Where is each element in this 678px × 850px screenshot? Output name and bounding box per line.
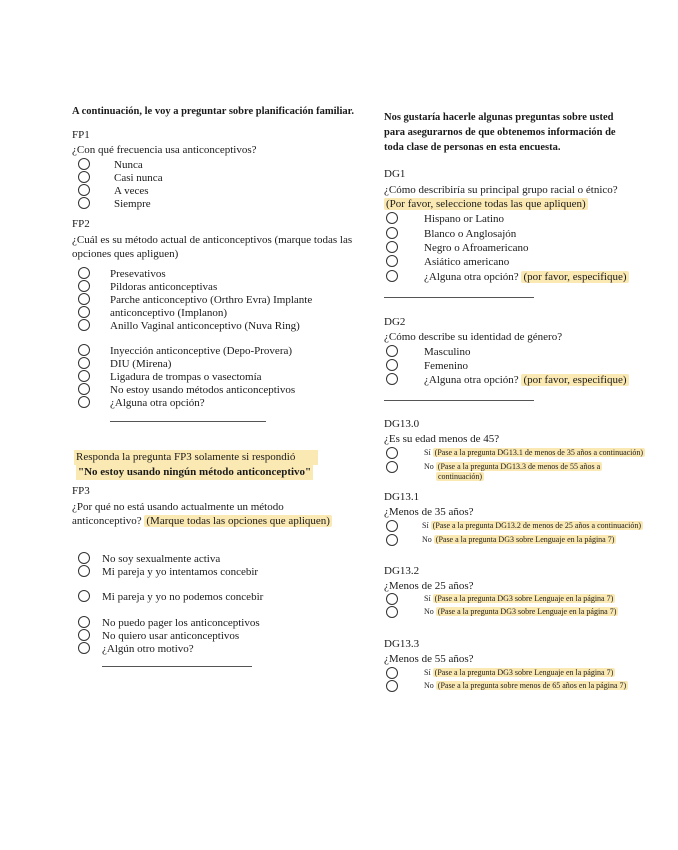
family-planning-intro: A continuación, le voy a preguntar sobre planificación familiar. xyxy=(72,106,354,117)
demographics-intro-line2: para asegurarnos de que obtenemos información de xyxy=(384,127,616,138)
checkbox-circle[interactable] xyxy=(78,267,90,279)
fp3-option[interactable]: No soy sexualmente activa xyxy=(78,553,220,566)
radio-button[interactable] xyxy=(386,373,398,385)
radio-button[interactable] xyxy=(386,461,398,473)
checkbox-circle[interactable] xyxy=(78,396,90,408)
checkbox-circle[interactable] xyxy=(78,616,90,628)
fp1-question: ¿Con qué frecuencia usa anticonceptivos? xyxy=(72,144,257,156)
dg131-yes-option[interactable]: Sí (Pase a la pregunta DG13.2 de menos de 25 años a continuación) xyxy=(386,521,643,534)
demographics-intro-line3: toda clase de personas en esta encuesta. xyxy=(384,142,561,153)
demographics-intro-line1: Nos gustaría hacerle algunas preguntas sobre usted xyxy=(384,112,614,123)
fp2-question-line1: ¿Cuál es su método actual de anticonceptivos (marque todas las xyxy=(72,234,353,246)
dg131-id: DG13.1 xyxy=(384,491,420,503)
checkbox-circle[interactable] xyxy=(386,241,398,253)
fp2-option[interactable]: No estoy usando métodos anticonceptivos xyxy=(78,384,295,397)
radio-button[interactable] xyxy=(386,345,398,357)
fp3-instruction-line2: "No estoy usando ningún método anticonceptivo" xyxy=(78,466,312,478)
checkbox-circle[interactable] xyxy=(78,319,90,331)
checkbox-circle[interactable] xyxy=(78,370,90,382)
checkbox-circle[interactable] xyxy=(78,642,90,654)
dg130-no-option[interactable]: No (Pase a la pregunta DG13.3 de menos de 55 años a xyxy=(386,462,602,475)
fp1-option[interactable]: Siempre xyxy=(78,198,151,211)
radio-button[interactable] xyxy=(386,359,398,371)
fp3-other-answer-line[interactable] xyxy=(102,666,252,667)
radio-button[interactable] xyxy=(386,593,398,605)
fp2-option[interactable]: ¿Alguna otra opción? xyxy=(78,397,205,410)
fp3-option[interactable]: ¿Algún otro motivo? xyxy=(78,643,194,656)
dg2-option[interactable]: ¿Alguna otra opción? (por favor, especifique) xyxy=(386,374,629,387)
dg130-id: DG13.0 xyxy=(384,418,420,430)
radio-button[interactable] xyxy=(386,447,398,459)
dg130-yes-option[interactable]: Sí (Pase a la pregunta DG13.1 de menos de 35 años a continuación) xyxy=(386,448,645,461)
fp2-option[interactable]: anticonceptivo (Implanon) xyxy=(78,307,227,320)
dg2-option[interactable]: Femenino xyxy=(386,360,468,373)
dg131-no-option[interactable]: No (Pase a la pregunta DG3 sobre Lenguaje en la página 7) xyxy=(386,535,616,548)
fp2-option[interactable]: Inyección anticonceptive (Depo-Provera) xyxy=(78,345,292,358)
fp2-option[interactable]: DIU (Mirena) xyxy=(78,358,171,371)
checkbox-circle[interactable] xyxy=(386,255,398,267)
fp2-id: FP2 xyxy=(72,218,90,230)
checkbox-circle[interactable] xyxy=(78,293,90,305)
radio-button[interactable] xyxy=(386,534,398,546)
fp1-option[interactable]: Casi nunca xyxy=(78,172,163,185)
dg1-option[interactable]: Asiático americano xyxy=(386,256,509,269)
checkbox-circle[interactable] xyxy=(78,344,90,356)
radio-button[interactable] xyxy=(78,197,90,209)
dg1-id: DG1 xyxy=(384,168,406,180)
checkbox-circle[interactable] xyxy=(78,565,90,577)
radio-button[interactable] xyxy=(386,520,398,532)
fp2-option[interactable]: Pildoras anticonceptivas xyxy=(78,281,217,294)
dg1-question: ¿Cómo describiría su principal grupo racial o étnico? xyxy=(384,184,618,196)
fp3-instruction-line1: Responda la pregunta FP3 solamente si respondió xyxy=(74,450,318,465)
fp2-option[interactable]: Ligadura de trompas o vasectomía xyxy=(78,371,262,384)
fp1-option[interactable]: A veces xyxy=(78,185,149,198)
radio-button[interactable] xyxy=(386,680,398,692)
fp3-id: FP3 xyxy=(72,485,90,497)
radio-button[interactable] xyxy=(78,184,90,196)
dg2-option[interactable]: Masculino xyxy=(386,346,470,359)
dg133-no-option[interactable]: No (Pase a la pregunta sobre menos de 65 años en la página 7) xyxy=(386,681,628,694)
fp1-option[interactable]: Nunca xyxy=(78,159,143,172)
checkbox-circle[interactable] xyxy=(386,270,398,282)
fp2-other-answer-line[interactable] xyxy=(110,421,266,422)
fp2-question-line2: opciones ques apliguen) xyxy=(72,248,179,260)
radio-button[interactable] xyxy=(386,606,398,618)
dg132-yes-option[interactable]: Sí (Pase a la pregunta DG3 sobre Lenguaje en la página 7) xyxy=(386,594,615,607)
fp3-option[interactable]: No quiero usar anticonceptivos xyxy=(78,630,239,643)
fp3-option[interactable]: Mi pareja y yo no podemos concebir xyxy=(78,591,263,604)
checkbox-circle[interactable] xyxy=(386,212,398,224)
dg133-id: DG13.3 xyxy=(384,638,420,650)
dg130-question: ¿Es su edad menos de 45? xyxy=(384,433,500,445)
checkbox-circle[interactable] xyxy=(386,227,398,239)
dg1-instruction: (Por favor, seleccione todas las que apliquen) xyxy=(386,198,586,210)
radio-button[interactable] xyxy=(386,667,398,679)
fp1-id: FP1 xyxy=(72,129,90,141)
dg2-id: DG2 xyxy=(384,316,406,328)
radio-button[interactable] xyxy=(78,171,90,183)
fp2-option[interactable]: Anillo Vaginal anticonceptivo (Nuva Ring) xyxy=(78,320,300,333)
dg132-id: DG13.2 xyxy=(384,565,420,577)
radio-button[interactable] xyxy=(78,158,90,170)
checkbox-circle[interactable] xyxy=(78,280,90,292)
dg1-option[interactable]: Negro o Afroamericano xyxy=(386,242,528,255)
fp2-option[interactable]: Parche anticonceptivo (Orthro Evra) Implante xyxy=(78,294,312,307)
dg1-other-answer-line[interactable] xyxy=(384,297,534,298)
dg1-option[interactable]: Hispano or Latino xyxy=(386,213,504,226)
fp2-option[interactable]: Presevativos xyxy=(78,268,166,281)
dg132-no-option[interactable]: No (Pase a la pregunta DG3 sobre Lenguaje en la página 7) xyxy=(386,607,618,620)
dg2-question: ¿Cómo describe su identidad de género? xyxy=(384,331,563,343)
fp3-question-line2: anticonceptivo? (Marque todas las opciones que apliquen) xyxy=(72,515,330,527)
fp3-option[interactable]: No puedo pager los anticonceptivos xyxy=(78,617,260,630)
dg133-yes-option[interactable]: Sí (Pase a la pregunta DG3 sobre Lenguaje en la página 7) xyxy=(386,668,615,681)
checkbox-circle[interactable] xyxy=(78,383,90,395)
dg1-option[interactable]: Blanco o Anglosajón xyxy=(386,228,516,241)
checkbox-circle[interactable] xyxy=(78,306,90,318)
checkbox-circle[interactable] xyxy=(78,629,90,641)
dg131-question: ¿Menos de 35 años? xyxy=(384,506,474,518)
checkbox-circle[interactable] xyxy=(78,552,90,564)
fp3-question-line1: ¿Por qué no está usando actualmente un método xyxy=(72,501,284,513)
dg1-option[interactable]: ¿Alguna otra opción? (por favor, especifique) xyxy=(386,271,629,284)
dg133-question: ¿Menos de 55 años? xyxy=(384,653,474,665)
checkbox-circle[interactable] xyxy=(78,357,90,369)
dg130-no-instruction-cont: continuación) xyxy=(438,472,482,481)
checkbox-circle[interactable] xyxy=(78,590,90,602)
fp3-option[interactable]: Mi pareja y yo intentamos concebir xyxy=(78,566,258,579)
dg2-other-answer-line[interactable] xyxy=(384,400,534,401)
dg132-question: ¿Menos de 25 años? xyxy=(384,580,474,592)
